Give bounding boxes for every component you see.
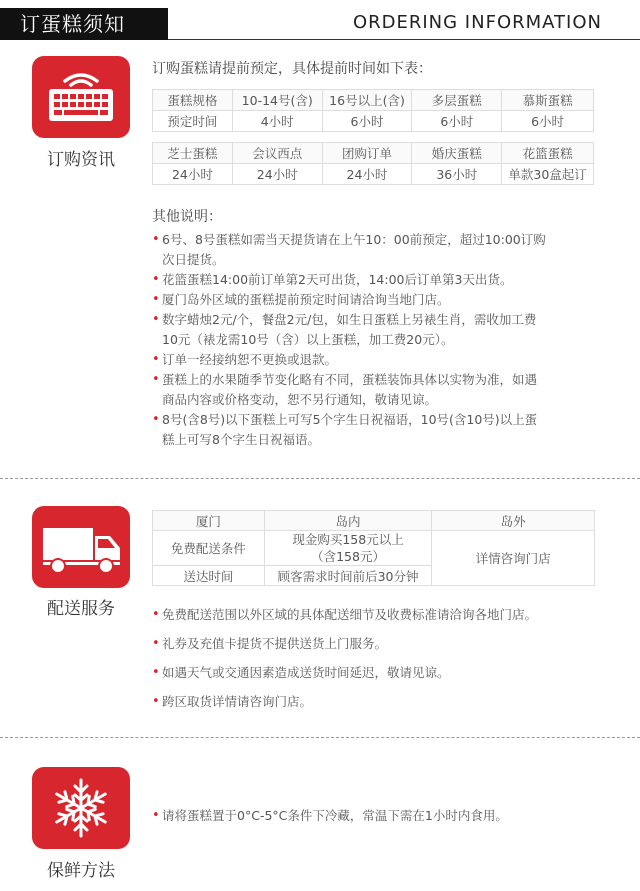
list-item: • 8号(含8号)以下蛋糕上可写5个字生日祝福语，10号(含10号)以上蛋 糕上可写8个字生日祝福语。 [152, 410, 622, 450]
header-rule [168, 39, 640, 40]
list-item: • 请将蛋糕置于0°C-5°C条件下冷藏，常温下需在1小时内食用。 [152, 806, 632, 826]
table-cell: 芝士蛋糕 [153, 143, 233, 164]
list-item: • 订单一经接纳恕不更换或退款。 [152, 350, 622, 370]
storage-notes [152, 806, 632, 835]
delivery-truck-icon [32, 506, 130, 588]
delivery-table [152, 510, 595, 586]
table-cell: 现金购买158元以上 （含158元） [264, 531, 432, 566]
table-cell: 10-14号(含) [232, 90, 322, 111]
table-header: 岛外 [432, 511, 595, 531]
section-label-storage: 保鲜方法 [47, 861, 115, 881]
list-item: • 厦门岛外区域的蛋糕提前预定时间请洽询当地门店。 [152, 290, 622, 310]
section-divider [0, 737, 640, 738]
table-cell: 16号以上(含) [322, 90, 412, 111]
table-header: 厦门 [153, 511, 265, 531]
list-item: • 花篮蛋糕14:00前订单第2天可出货，14:00后订单第3天出货。 [152, 270, 622, 290]
table-cell: 婚庆蛋糕 [412, 143, 502, 164]
table-cell: 预定时间 [153, 111, 233, 132]
list-item: • 蛋糕上的水果随季节变化略有不同，蛋糕装饰具体以实物为准，如遇 商品内容或价格变动，恕不另行通知，敬请见谅。 [152, 370, 622, 410]
table-cell: 6小时 [502, 111, 594, 132]
list-item: • 6号、8号蛋糕如需当天提货请在上午10：00前预定，超过10:00订购 次日提货。 [152, 230, 622, 270]
notes-title: 其他说明： [152, 209, 222, 225]
header-title: 订蛋糕须知 [0, 8, 168, 40]
section-label-delivery: 配送服务 [47, 599, 115, 619]
table-cell: 24小时 [322, 164, 412, 185]
table-cell: 送达时间 [153, 566, 265, 586]
table-cell: 慕斯蛋糕 [502, 90, 594, 111]
table-cell: 36小时 [412, 164, 502, 185]
table-cell: 花篮蛋糕 [502, 143, 594, 164]
section-label-order: 订购资讯 [47, 150, 115, 170]
table-cell: 6小时 [412, 111, 502, 132]
advance-time-table-2 [152, 142, 594, 185]
snowflake-icon [32, 767, 130, 849]
table-cell: 团购订单 [322, 143, 412, 164]
table-cell: 顾客需求时间前后30分钟 [264, 566, 432, 586]
delivery-notes [152, 605, 632, 721]
table-cell: 24小时 [153, 164, 233, 185]
table-header: 岛内 [264, 511, 432, 531]
table-cell: 详情咨询门店 [432, 531, 595, 586]
list-item: • 礼券及充值卡提货不提供送货上门服务。 [152, 634, 632, 654]
table-cell: 会议西点 [232, 143, 322, 164]
list-item: • 数字蜡烛2元/个，餐盘2元/包，如生日蛋糕上另裱生肖，需收加工费 10元（裱龙需10号（含）以上蛋糕，加工费20元）。 [152, 310, 622, 350]
advance-time-table-1 [152, 89, 594, 132]
page-header [0, 0, 640, 40]
keyboard-icon [32, 56, 130, 138]
order-notes [152, 230, 622, 450]
table-cell: 6小时 [322, 111, 412, 132]
table-cell: 单款30盒起订 [502, 164, 594, 185]
list-item: • 如遇天气或交通因素造成送货时间延迟，敬请见谅。 [152, 663, 632, 683]
table-cell: 免费配送条件 [153, 531, 265, 566]
table-cell: 24小时 [232, 164, 322, 185]
list-item: • 免费配送范围以外区域的具体配送细节及收费标准请洽询各地门店。 [152, 605, 632, 625]
list-item: • 跨区取货详情请咨询门店。 [152, 692, 632, 712]
order-intro: 订购蛋糕请提前预定，具体提前时间如下表： [152, 61, 432, 77]
header-title-en: ORDERING INFORMATION [352, 12, 602, 33]
table-cell: 4小时 [232, 111, 322, 132]
table-cell: 多层蛋糕 [412, 90, 502, 111]
table-cell: 蛋糕规格 [153, 90, 233, 111]
section-divider [0, 478, 640, 479]
